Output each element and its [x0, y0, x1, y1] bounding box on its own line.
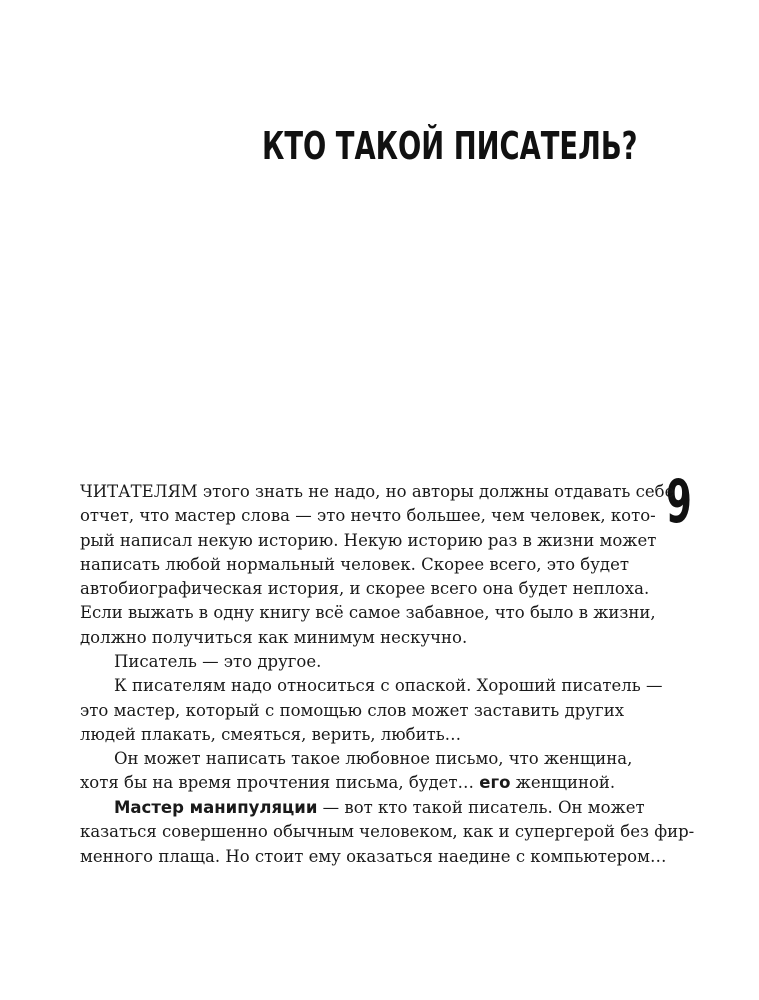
paragraph-intro: [80, 480, 675, 650]
emphasis-lead: Мастер манипуляции: [114, 798, 318, 817]
text-line: Он может написать такое любовное письмо, что женщина,: [114, 749, 633, 769]
text-line: отчет, что мастер слова — это нечто большее, чем человек, кото-: [80, 506, 656, 526]
text-fragment: хотя бы на время прочтения письма, будет…: [80, 773, 480, 793]
text-fragment: — вот кто такой писатель. Он может: [317, 798, 645, 817]
text-line: автобиографическая история, и скорее всего она будет неплоха.: [80, 579, 650, 599]
text-line: К писателям надо относиться с опаской. Хороший писатель —: [114, 676, 663, 696]
paragraph-manipulation: [80, 796, 695, 869]
text-line: менного плаща. Но стоит ему оказаться наедине с компьютером…: [80, 846, 667, 866]
text-line: написать любой нормальный человек. Скорее всего, это будет: [80, 554, 629, 574]
chapter-title: КТО ТАКОЙ ПИСАТЕЛЬ?: [262, 124, 638, 168]
text-line: [80, 771, 624, 795]
text-line: людей плакать, смеяться, верить, любить…: [80, 724, 462, 744]
text-line: Писатель — это другое.: [114, 652, 322, 671]
text-line: ЧИТАТЕЛЯМ этого знать не надо, но авторы должны отдавать себе: [80, 482, 675, 501]
page-number: 9: [666, 467, 692, 537]
emphasis-text: его: [479, 773, 511, 793]
text-line: [80, 796, 645, 820]
paragraph-writer: [80, 650, 663, 796]
text-line: должно получиться как минимум нескучно.: [80, 627, 468, 647]
text-line: Если выжать в одну книгу всё самое забавное, что было в жизни,: [80, 603, 656, 623]
text-line: казаться совершенно обычным человеком, как и супергерой без фир-: [80, 822, 695, 842]
text-line: это мастер, который с помощью слов может заставить других: [80, 700, 624, 720]
text-fragment: женщиной.: [510, 773, 616, 793]
text-line: рый написал некую историю. Некую историю раз в жизни может: [80, 530, 657, 550]
